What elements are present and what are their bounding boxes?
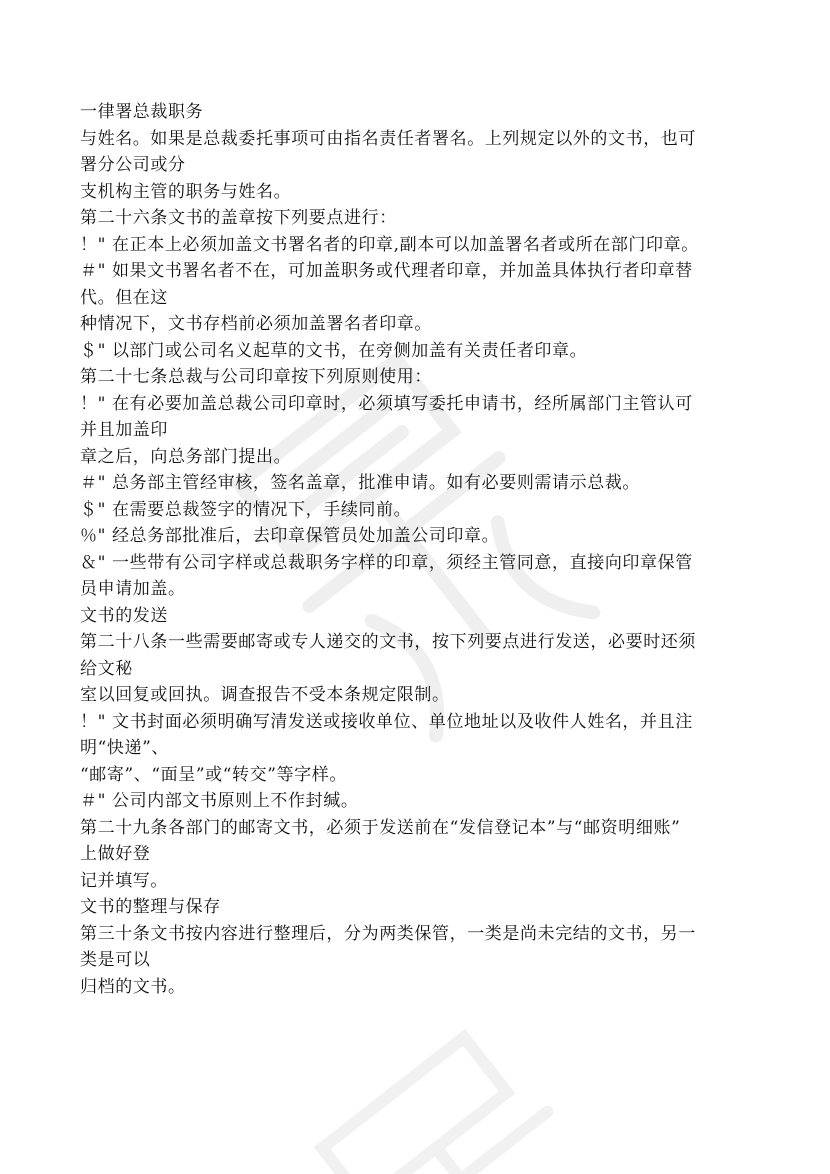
text-line: 种情况下，文书存档前必须加盖署名者印章。: [80, 314, 432, 334]
text-line: 员申请加盖。: [80, 579, 186, 599]
text-line: 归档的文书。: [80, 976, 186, 997]
text-line: 支机构主管的职务与姓名。: [80, 181, 292, 202]
text-line: 章之后，向总务部门提出。: [80, 446, 292, 467]
text-line: 代。但在这: [80, 287, 168, 308]
section-heading: 第二十八条一些需要邮寄或专人递交的文书，按下列要点进行发送，必要时还须: [80, 632, 696, 652]
text-line: ＄" 在需要总裁签字的情况下，手续同前。: [80, 499, 412, 520]
section-heading: 第二十九条各部门的邮寄文书，必须于发送前在“发信登记本”与“邮资明细账”: [80, 817, 681, 838]
text-line: 室以回复或回执。调查报告不受本条规定限制。: [80, 685, 450, 705]
text-line: ！" 文书封面必须明确写清发送或接收单位、单位地址以及收件人姓名，并且注: [80, 711, 693, 732]
text-line: 一律署总裁职务: [80, 102, 204, 122]
document-body: [80, 99, 760, 1000]
text-line: “邮寄”、“面呈”或“转交”等字样。: [80, 764, 347, 785]
text-line: ＃" 如果文书署名者不在，可加盖职务或代理者印章，并加盖具体执行者印章替: [80, 261, 693, 281]
watermark-logo-bottom: [266, 981, 594, 1174]
text-line: 与姓名。如果是总裁委托事项可由指名责任者署名。上列规定以外的文书，也可: [80, 128, 696, 149]
text-line: 类是可以: [80, 950, 151, 970]
section-title: 文书的发送: [80, 605, 168, 626]
text-line: 记并填写。: [80, 870, 168, 891]
text-line: ＆" 一些带有公司字样或总裁职务字样的印章，须经主管同意，直接向印章保管: [80, 552, 693, 573]
text-line: ＃" 公司内部文书原则上不作封缄。: [80, 791, 359, 811]
text-line: ％" 经总务部批准后，去印章保管员处加盖公司印章。: [80, 526, 500, 546]
text-line: 并且加盖印: [80, 420, 168, 440]
text-line: 上做好登: [80, 844, 151, 864]
section-heading: 第二十七条总裁与公司印章按下列原则使用：: [80, 367, 432, 387]
text-line: 给文秘: [80, 658, 133, 679]
text-line: ！" 在正本上必须加盖文书署名者的印章,副本可以加盖署名者或所在部门印章。: [80, 234, 699, 255]
section-heading: 第二十六条文书的盖章按下列要点进行：: [80, 208, 397, 228]
text-line: 署分公司或分: [80, 155, 186, 175]
section-title: 文书的整理与保存: [80, 897, 221, 917]
section-heading: 第三十条文书按内容进行整理后，分为两类保管，一类是尚未完结的文书，另一: [80, 923, 696, 944]
text-line: ！" 在有必要加盖总裁公司印章时，必须填写委托申请书，经所属部门主管认可: [80, 393, 693, 414]
text-line: 明“快递”、: [80, 738, 169, 758]
text-line: ＃" 总务部主管经审核，签名盖章，批准申请。如有必要则需请示总裁。: [80, 473, 641, 493]
text-line: ＄" 以部门或公司名义起草的文书，在旁侧加盖有关责任者印章。: [80, 340, 588, 361]
